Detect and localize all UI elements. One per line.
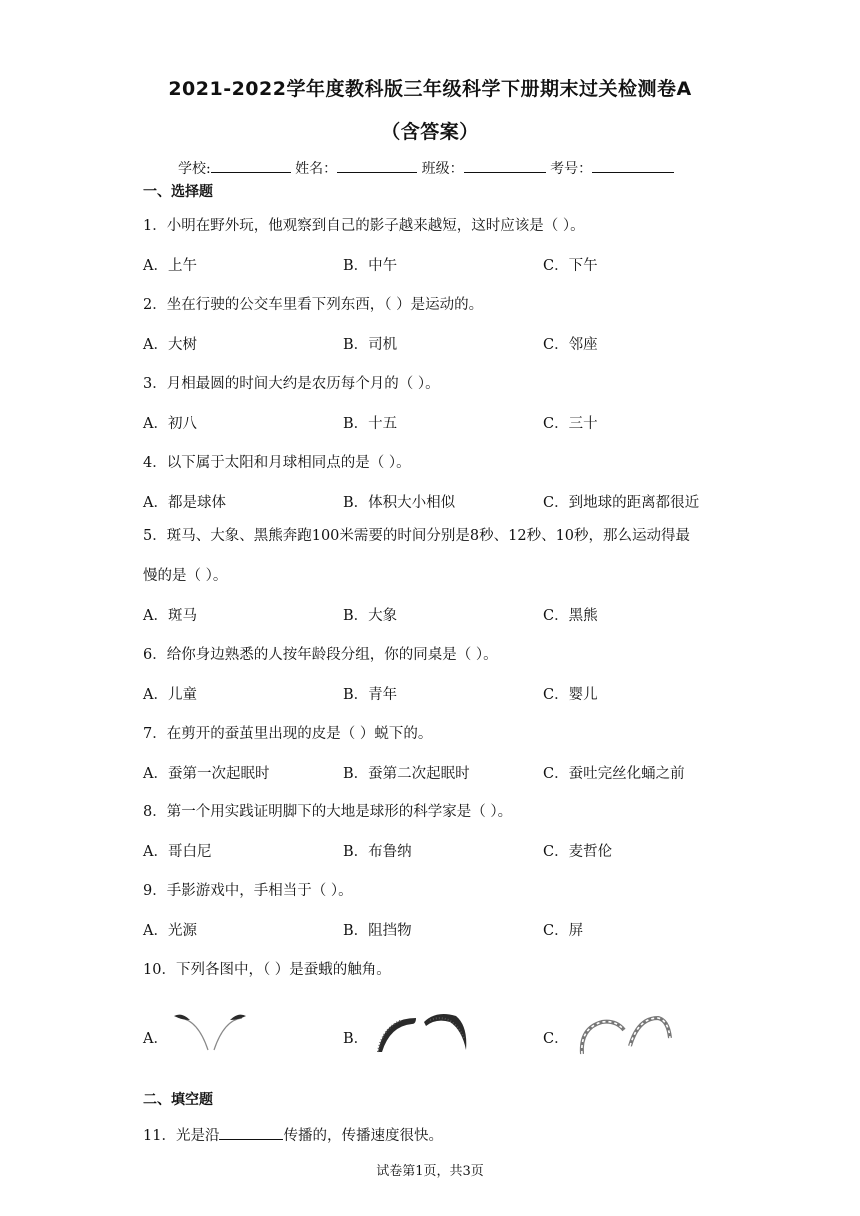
q8-option-b[interactable]: B．布鲁纳	[343, 844, 412, 860]
question-11	[143, 1124, 443, 1145]
exam-title: 2021-2022学年度教科版三年级科学下册期末过关检测卷A	[168, 78, 692, 100]
question-6: 6．给你身边熟悉的人按年龄段分组，你的同桌是（ ）。	[143, 647, 498, 663]
section-choice: 一、选择题	[143, 184, 213, 200]
q2-option-c[interactable]: C．邻座	[543, 337, 598, 353]
antenna-b-image	[372, 1008, 472, 1056]
q5-option-b[interactable]: B．大象	[343, 608, 398, 624]
q4-option-c[interactable]: C．到地球的距离都很近	[543, 495, 700, 511]
q6-option-a[interactable]: A．儿童	[143, 687, 197, 703]
q9-option-a[interactable]: A．光源	[143, 923, 197, 939]
q3-option-c[interactable]: C．三十	[543, 416, 598, 432]
q1-option-c[interactable]: C．下午	[543, 258, 598, 274]
q9-option-b[interactable]: B．阻挡物	[343, 923, 412, 939]
class-label: 班级：	[421, 161, 464, 177]
question-9: 9．手影游戏中，手相当于（ ）。	[143, 883, 353, 899]
q2-option-b[interactable]: B．司机	[343, 337, 398, 353]
q3-option-b[interactable]: B．十五	[343, 416, 398, 432]
q5-option-c[interactable]: C．黑熊	[543, 608, 598, 624]
name-label: 姓名：	[295, 161, 338, 177]
q1-option-a[interactable]: A．上午	[143, 258, 197, 274]
q10-option-b[interactable]: B．	[343, 1031, 369, 1047]
q6-option-c[interactable]: C．婴儿	[543, 687, 598, 703]
q8-option-a[interactable]: A．哥白尼	[143, 844, 212, 860]
question-5: 5．斑马、大象、黑熊奔跑100米需要的时间分别是8秒、12秒、10秒，那么运动得最	[143, 528, 691, 544]
school-blank[interactable]	[211, 158, 291, 173]
q8-option-c[interactable]: C．麦哲伦	[543, 844, 613, 860]
name-blank[interactable]	[337, 158, 417, 173]
q7-option-b[interactable]: B．蚕第二次起眠时	[343, 766, 470, 782]
exam-subtitle: （含答案）	[381, 121, 479, 143]
exam-no-label: 考号：	[550, 161, 593, 177]
question-7: 7．在剪开的蚕茧里出现的皮是（ ）蜕下的。	[143, 726, 433, 742]
question-1: 1．小明在野外玩，他观察到自己的影子越来越短，这时应该是（ ）。	[143, 218, 585, 234]
q4-option-b[interactable]: B．体积大小相似	[343, 495, 456, 511]
question-10: 10．下列各图中，（ ）是蚕蛾的触角。	[143, 962, 391, 978]
question-5-line2: 慢的是（ ）。	[143, 568, 228, 584]
student-info-line	[178, 158, 674, 178]
q4-option-a[interactable]: A．都是球体	[143, 495, 226, 511]
q11-before: 11．光是沿	[143, 1128, 220, 1144]
class-blank[interactable]	[464, 158, 546, 173]
q10-option-c[interactable]: C．	[543, 1031, 569, 1047]
question-2: 2．坐在行驶的公交车里看下列东西，（ ）是运动的。	[143, 297, 484, 313]
q9-option-c[interactable]: C．屏	[543, 923, 584, 939]
q2-option-a[interactable]: A．大树	[143, 337, 197, 353]
q1-option-b[interactable]: B．中午	[343, 258, 398, 274]
q5-option-a[interactable]: A．斑马	[143, 608, 197, 624]
section-fill: 二、填空题	[143, 1092, 213, 1108]
q3-option-a[interactable]: A．初八	[143, 416, 197, 432]
antenna-c-image	[574, 1010, 674, 1056]
q11-after: 传播的，传播速度很快。	[283, 1128, 443, 1144]
page-footer: 试卷第1页，共3页	[376, 1164, 484, 1179]
q10-option-a[interactable]: A．	[143, 1031, 168, 1047]
q6-option-b[interactable]: B．青年	[343, 687, 398, 703]
q7-option-c[interactable]: C．蚕吐完丝化蛹之前	[543, 766, 685, 782]
question-8: 8．第一个用实践证明脚下的大地是球形的科学家是（ ）。	[143, 804, 513, 820]
q7-option-a[interactable]: A．蚕第一次起眠时	[143, 766, 270, 782]
q11-blank[interactable]	[219, 1125, 283, 1140]
school-label: 学校:	[178, 161, 211, 177]
question-4: 4．以下属于太阳和月球相同点的是（ ）。	[143, 455, 411, 471]
antenna-a-image	[170, 1010, 250, 1054]
exam-no-blank[interactable]	[592, 158, 674, 173]
question-3: 3．月相最圆的时间大约是农历每个月的（ ）。	[143, 376, 440, 392]
